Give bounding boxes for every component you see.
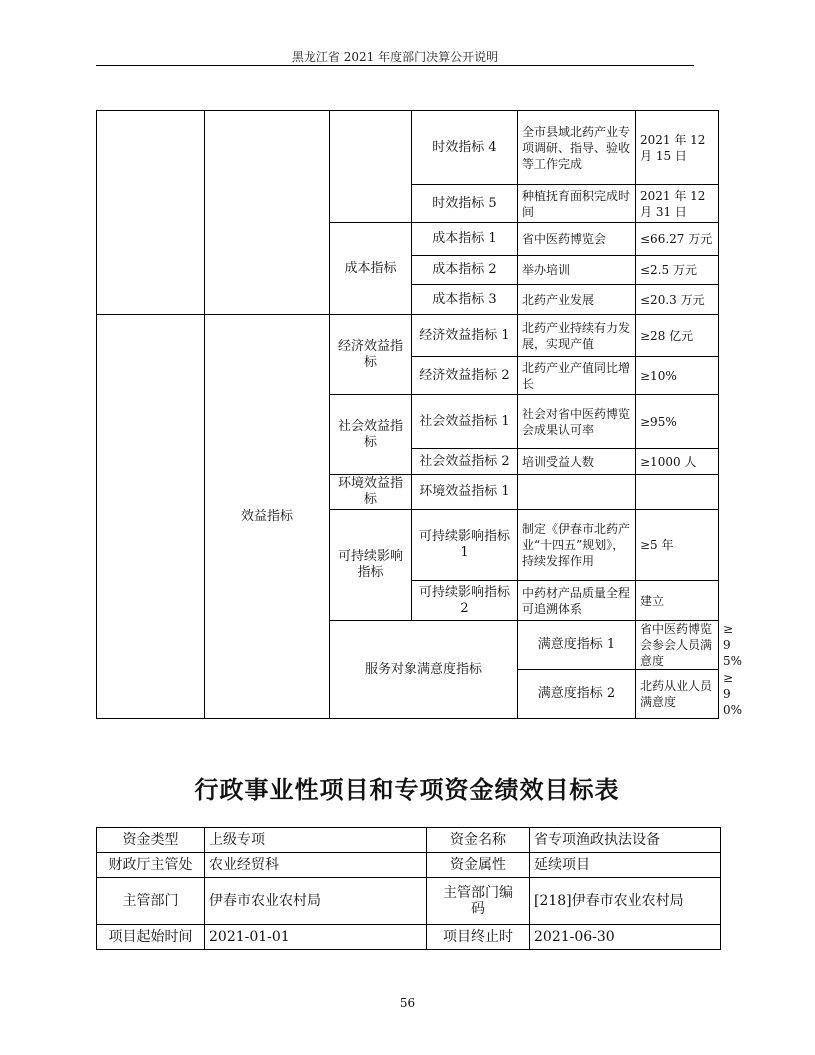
indicator-content: 种植抚育面积完成时间 [518,185,636,223]
indicator-name: 可持续影响指标 1 [412,510,518,581]
indicator-content: 制定《伊春市北药产业“十四五”规划》，持续发挥作用 [518,510,636,581]
indicator-content: 中药材产品质量全程可追溯体系 [518,581,636,621]
indicator-content: 全市县域北药产业专项调研、指导、验收等工作完成 [518,111,636,185]
indicator-value: ≤2.5 万元 [636,256,719,285]
fund-type-value: 上级专项 [205,828,427,853]
indicator-content: 举办培训 [518,256,636,285]
indicator-name: 可持续影响指标 2 [412,581,518,621]
start-time-value: 2021-01-01 [205,925,427,950]
indicator-value: ≥10% [636,357,719,395]
indicator-name: 社会效益指标 2 [412,449,518,475]
fund-attr-value: 延续项目 [530,853,721,878]
fund-attr-label: 资金属性 [427,853,530,878]
indicator-content: 北药产业持续有力发展，实现产值 [518,315,636,357]
indicator-content: 省中医药博览会参会人员满意度 [636,621,719,670]
indicator-value: ≥1000 人 [636,449,719,475]
performance-indicator-table: 时效指标 4 全市县域北药产业专项调研、指导、验收等工作完成 2021 年 12 月 15 日 时效指标 5 种植抚育面积完成时间 2021 年 12 月 31 日 成本指标 成本指标 1 省中医药博览会 ≤66.27 万元 成本指标 2 举办培训 ≤2.5 万元 成本指标 3 北药产业发展 ≤20.3 万元 效益指标 经济效益指标 经济效益指标 1 北药产业持续有力发展，实现产值 ≥28 亿元 经济效益指标 2 北药产业产值同比增长 ≥10% 社会效益指标 社会效益指标 1 社会对省中医药博览会成果认可率 ≥95% 社会效益指标 2 培训受益人数 ≥1000 人 环境效益指标 环境效益指标 1 可持续影响指标 可持续影响指标 1 制定《伊春市北药产业“十四五”规划》，持续发挥作用 ≥5 年 可持续影响指标 2 中药材产品质量全程可追溯体系 建立 服务对象满意度指标 满意度指标 1 省中医药博览会参会人员满意度 ≥95% 满意度指标 2 北药从业人员满意度 ≥90% [96,110,719,719]
blank-cell [330,111,412,223]
indicator-content: 北药产业发展 [518,285,636,315]
indicator-name: 经济效益指标 2 [412,357,518,395]
cost-indicator-label: 成本指标 [330,223,412,315]
end-time-label: 项目终止时 [427,925,530,950]
admin-code-value: [218]伊春市农业农村局 [530,878,721,925]
sustainability-label: 可持续影响指标 [330,510,412,621]
indicator-name: 经济效益指标 1 [412,315,518,357]
fund-name-label: 资金名称 [427,828,530,853]
indicator-value: ≥5 年 [636,510,719,581]
indicator-content: 社会对省中医药博览会成果认可率 [518,395,636,449]
finance-dept-value: 农业经贸科 [205,853,427,878]
economic-benefit-label: 经济效益指标 [330,315,412,395]
indicator-name: 社会效益指标 1 [412,395,518,449]
benefit-indicator-label: 效益指标 [205,315,330,719]
indicator-value: 2021 年 12 月 31 日 [636,185,719,223]
indicator-value: 2021 年 12 月 15 日 [636,111,719,185]
page-header: 黑龙江省 2021 年度部门决算公开说明 [291,50,499,64]
fund-type-label: 资金类型 [97,828,205,853]
end-time-value: 2021-06-30 [530,925,721,950]
fund-info-table [96,827,721,950]
indicator-value: ≤66.27 万元 [636,223,719,256]
indicator-value: 建立 [636,581,719,621]
section-title: 行政事业性项目和专项资金绩效目标表 [194,776,620,804]
indicator-value [636,475,719,510]
indicator-name: 满意度指标 1 [518,621,636,670]
indicator-value: ≥28 亿元 [636,315,719,357]
blank-cell [97,111,205,315]
header-divider [96,65,694,66]
env-benefit-label: 环境效益指标 [330,475,412,510]
indicator-content: 培训受益人数 [518,449,636,475]
indicator-name: 成本指标 2 [412,256,518,285]
indicator-value: ≤20.3 万元 [636,285,719,315]
blank-cell [97,315,205,719]
indicator-name: 时效指标 4 [412,111,518,185]
indicator-name: 满意度指标 2 [518,670,636,719]
satisfaction-indicator-label: 服务对象满意度指标 [330,621,518,719]
admin-dept-value: 伊春市农业农村局 [205,878,427,925]
indicator-name: 成本指标 1 [412,223,518,256]
indicator-name: 环境效益指标 1 [412,475,518,510]
finance-dept-label: 财政厅主管处 [97,853,205,878]
indicator-content [518,475,636,510]
indicator-name: 成本指标 3 [412,285,518,315]
blank-cell [205,111,330,315]
social-benefit-label: 社会效益指标 [330,395,412,475]
indicator-content: 北药从业人员满意度 [636,670,719,719]
admin-dept-label: 主管部门 [97,878,205,925]
indicator-value: ≥95% [636,395,719,449]
indicator-content: 省中医药博览会 [518,223,636,256]
admin-code-label: 主管部门编码 [427,878,530,925]
indicator-name: 时效指标 5 [412,185,518,223]
indicator-content: 北药产业产值同比增长 [518,357,636,395]
page-number: 56 [399,996,416,1010]
fund-name-value: 省专项渔政执法设备 [530,828,721,853]
start-time-label: 项目起始时间 [97,925,205,950]
